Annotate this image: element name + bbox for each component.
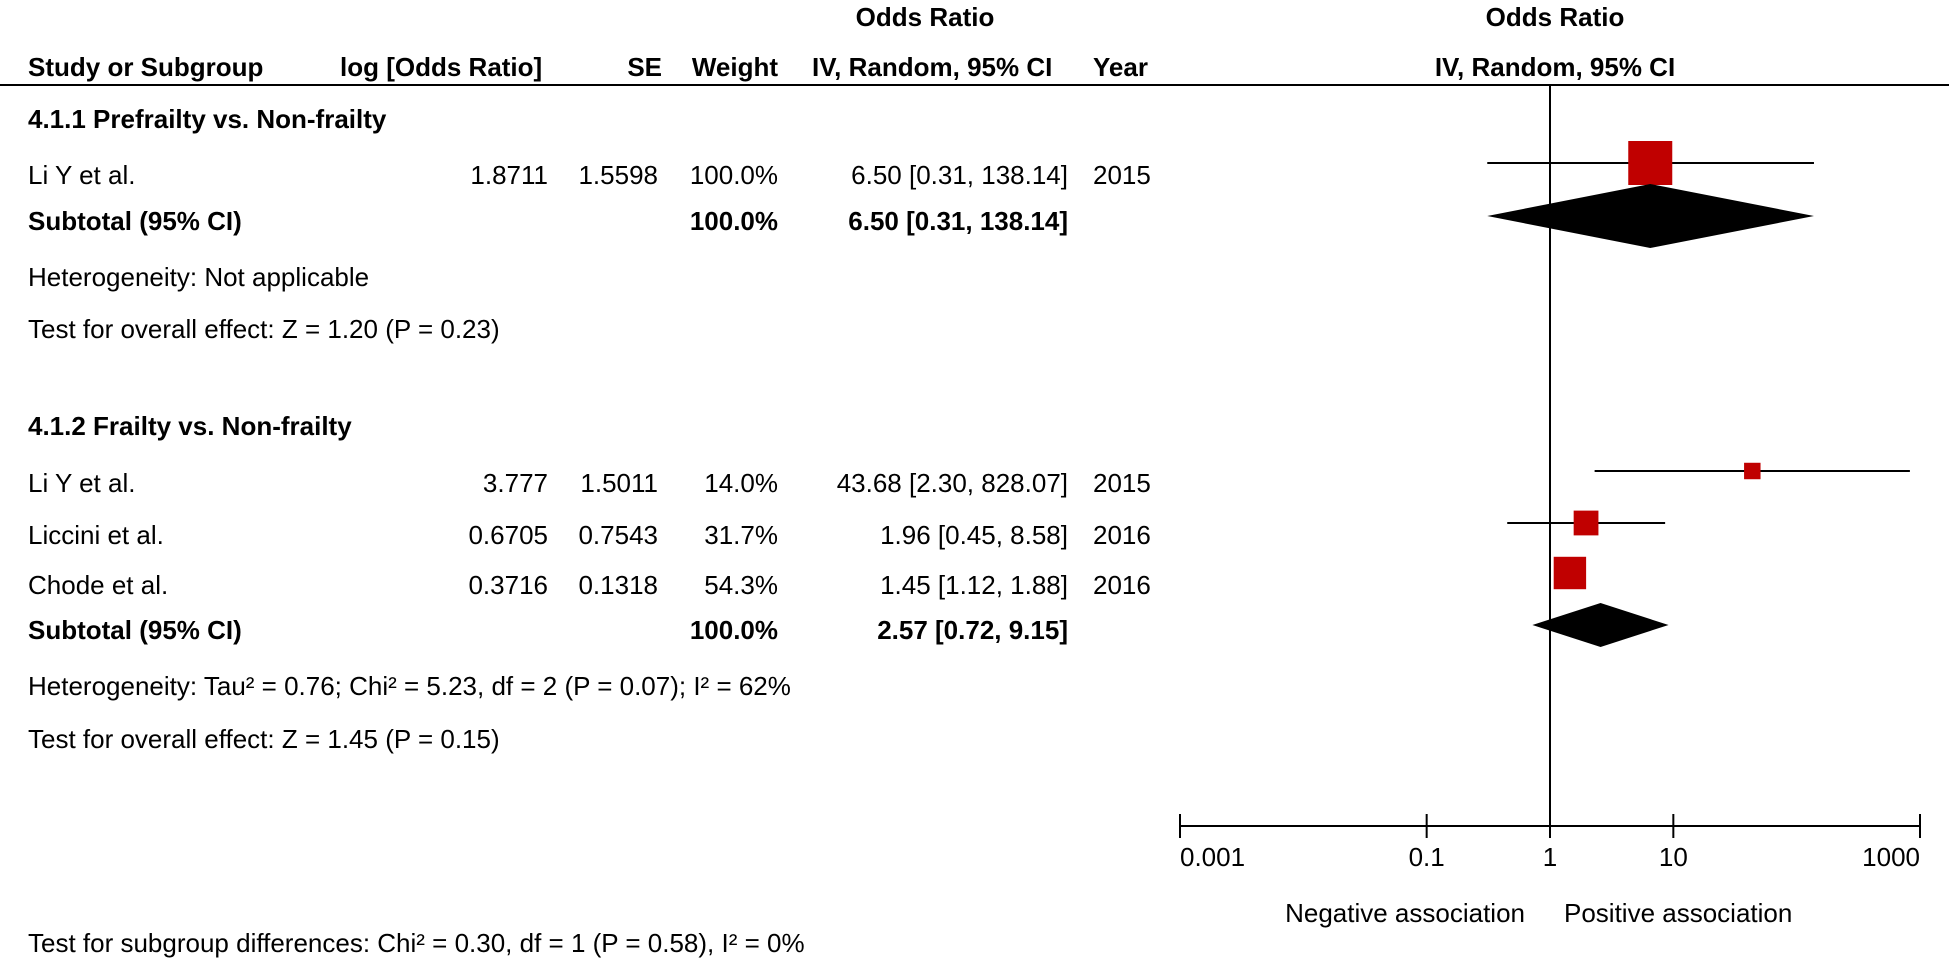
study-se: 1.5011 [580,468,658,498]
overall-effect-text: Test for overall effect: Z = 1.45 (P = 0.15) [28,724,500,754]
study-ci: 1.45 [1.12, 1.88] [880,570,1068,600]
study-log-or: 1.8711 [470,160,548,190]
x-axis-tick-label: 10 [1658,842,1688,872]
subtotal-label: Subtotal (95% CI) [28,615,242,645]
subgroup-differences-text: Test for subgroup differences: Chi² = 0.30, df = 1 (P = 0.58), I² = 0% [28,928,805,958]
study-marker [1744,463,1760,479]
study-year: 2015 [1093,160,1151,190]
study-year: 2016 [1093,520,1151,550]
study-name: Liccini et al. [28,520,164,550]
study-ci: 6.50 [0.31, 138.14] [851,160,1068,190]
negative-association-label: Negative association [1285,898,1525,928]
right-group-title: Odds Ratio [1485,2,1625,32]
study-log-or: 3.777 [482,468,548,498]
subtotal-label: Subtotal (95% CI) [28,206,242,236]
study-marker [1554,557,1586,589]
study-name: Li Y et al. [28,160,136,190]
study-log-or: 0.3716 [468,570,548,600]
study-weight: 100.0% [689,160,778,190]
subtotal-weight: 100.0% [689,206,778,236]
study-weight: 54.3% [704,570,778,600]
subtotal-diamond [1532,603,1668,647]
subtotal-weight: 100.0% [689,615,778,645]
heterogeneity-text: Heterogeneity: Not applicable [28,262,370,292]
study-year: 2016 [1093,570,1151,600]
study-name: Li Y et al. [28,468,136,498]
x-axis-tick-label: 1000 [1862,842,1920,872]
group-title: 4.1.2 Frailty vs. Non-frailty [28,411,352,441]
study-ci: 43.68 [2.30, 828.07] [836,468,1068,498]
col-study-header: Study or Subgroup [28,52,264,82]
heterogeneity-text: Heterogeneity: Tau² = 0.76; Chi² = 5.23, df = 2 (P = 0.07); I² = 62% [28,671,791,701]
study-name: Chode et al. [28,570,169,600]
col-year-header: Year [1093,52,1148,82]
study-marker [1574,511,1599,536]
col-logor-header: log [Odds Ratio] [340,52,543,82]
study-se: 0.1318 [578,570,658,600]
col-weight-header: Weight [691,52,778,82]
study-weight: 14.0% [704,468,778,498]
x-axis-tick-label: 0.001 [1180,842,1246,872]
x-axis-tick-label: 0.1 [1408,842,1445,872]
study-se: 0.7543 [578,520,658,550]
col-se-header: SE [627,52,662,82]
subtotal-ci: 6.50 [0.31, 138.14] [848,206,1068,236]
overall-effect-text: Test for overall effect: Z = 1.20 (P = 0.23) [28,314,500,344]
positive-association-label: Positive association [1564,898,1793,928]
col-plot-header: IV, Random, 95% CI [1434,52,1676,82]
group-title: 4.1.1 Prefrailty vs. Non-frailty [28,104,387,134]
x-axis-tick-label: 1 [1542,842,1558,872]
study-ci: 1.96 [0.45, 8.58] [880,520,1068,550]
study-log-or: 0.6705 [468,520,548,550]
study-weight: 31.7% [704,520,778,550]
subtotal-ci: 2.57 [0.72, 9.15] [877,615,1068,645]
col-ci-header: IV, Random, 95% CI [812,52,1053,82]
left-group-title: Odds Ratio [855,2,995,32]
study-se: 1.5598 [578,160,658,190]
study-marker [1628,141,1672,185]
study-year: 2015 [1093,468,1151,498]
subtotal-diamond [1487,184,1814,248]
